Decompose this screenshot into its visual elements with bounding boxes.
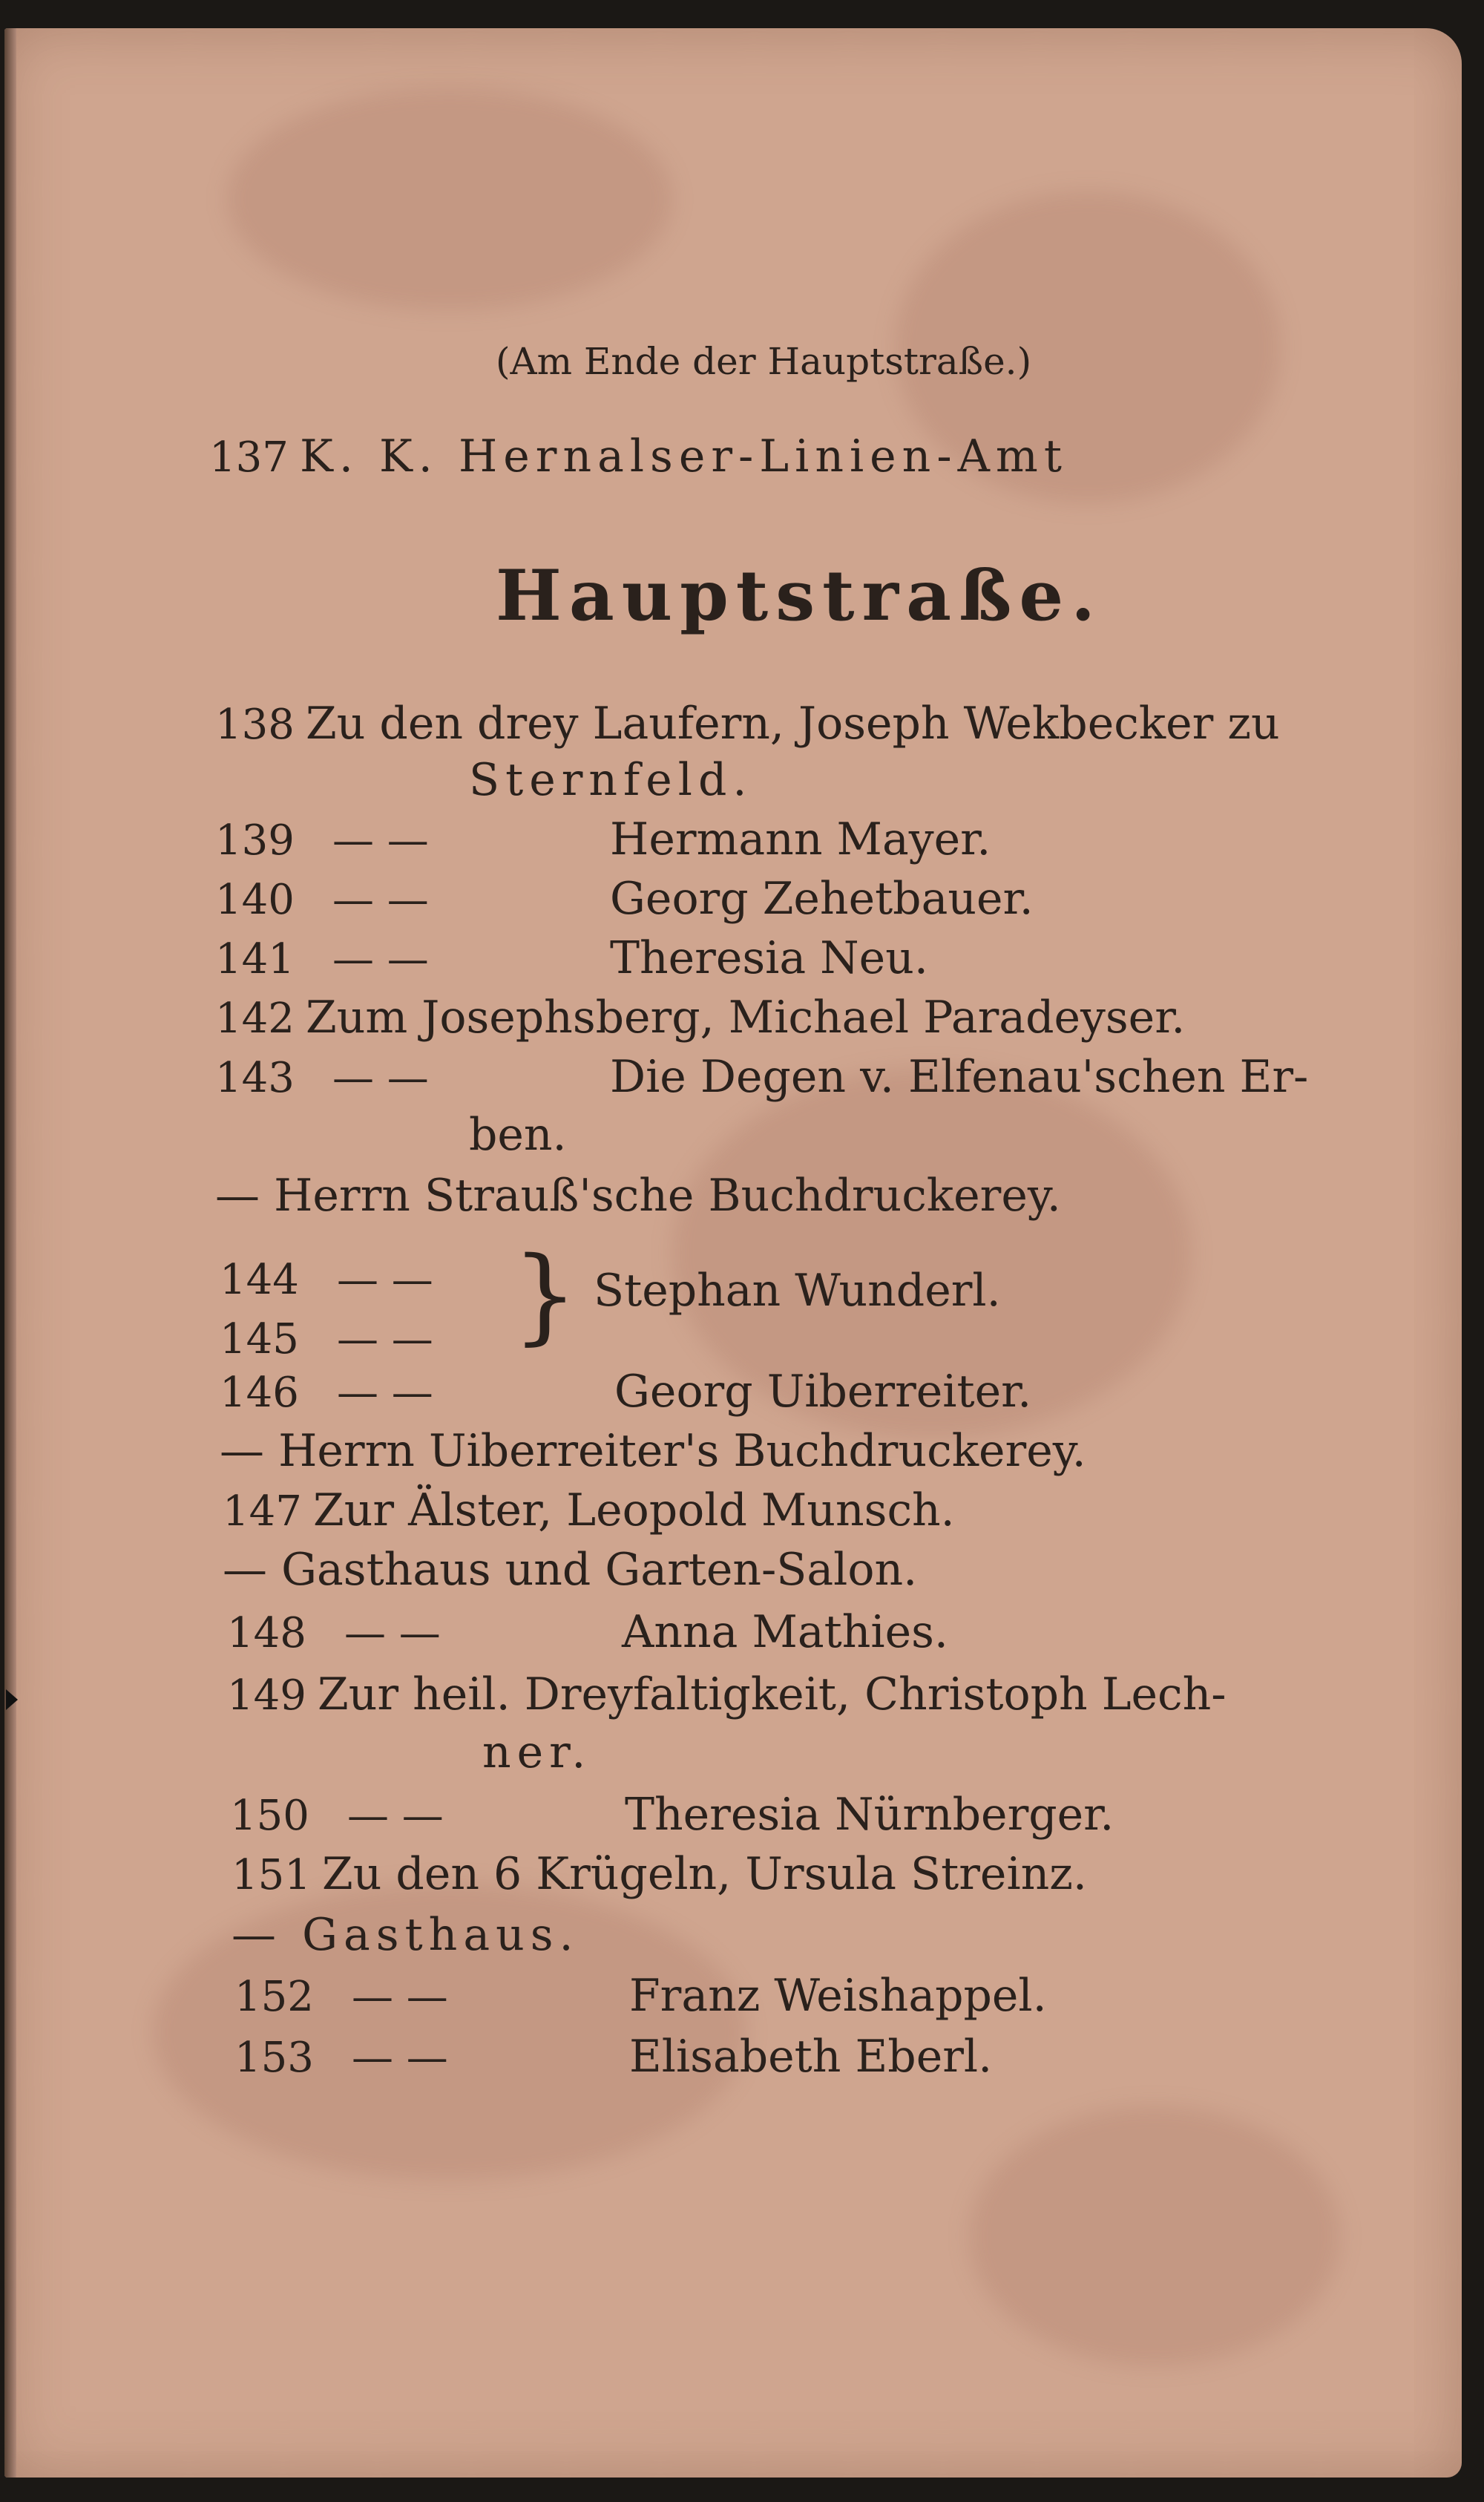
entry-153 [234, 2031, 992, 2084]
entry-gasthaus [232, 1909, 580, 1961]
grouping-brace: } [512, 1235, 579, 1356]
entry-text: Georg Zehetbauer. [610, 873, 1034, 925]
page-edge-marker [6, 1689, 18, 1710]
entry-138 [215, 698, 1280, 751]
entry-text: Georg Uiberreiter. [614, 1366, 1032, 1418]
entry-uiberreiter-printery [220, 1425, 1086, 1477]
entry-gasthaus-salon [223, 1544, 917, 1596]
entry-147 [223, 1484, 955, 1538]
entry-144 [220, 1253, 491, 1306]
entry-text: Zu den 6 Krügeln, Ursula Streinz. [322, 1848, 1087, 1900]
entry-text: Zur Älster, Leopold Munsch. [313, 1484, 955, 1536]
ditto-marks: — — [332, 1054, 429, 1102]
top-note: (Am Ende der Hauptstraße.) [496, 340, 1032, 383]
dash-mark: — [220, 1425, 264, 1477]
entry-text: Zu den drey Laufern, Joseph Wekbecker zu [306, 698, 1280, 750]
paper-stain [227, 88, 672, 310]
entry-143 [215, 1051, 1308, 1104]
section-heading: Hauptstraße. [496, 555, 1103, 637]
ditto-marks: — — [352, 1973, 448, 2021]
entry-142 [215, 992, 1185, 1045]
entry-151 [232, 1848, 1087, 1902]
entry-150 [230, 1789, 1114, 1842]
entry-140 [215, 873, 1034, 926]
house-number: 140 [215, 876, 295, 924]
entry-text: Franz Weishappel. [629, 1970, 1047, 2022]
entry-149-continuation: ner. [482, 1726, 592, 1778]
ditto-marks: — — [352, 2034, 448, 2082]
ditto-marks: — — [332, 876, 429, 924]
ditto-marks: — — [337, 1256, 433, 1304]
house-number: 150 [230, 1792, 309, 1840]
ditto-marks: — — [344, 1609, 441, 1657]
house-number: 149 [227, 1671, 306, 1720]
ditto-marks: — — [337, 1315, 433, 1363]
house-number: 147 [223, 1487, 302, 1536]
entry-text: Gasthaus. [302, 1909, 580, 1961]
house-number: 139 [215, 816, 295, 865]
house-number: 137 [209, 433, 289, 482]
house-number: 142 [215, 995, 295, 1043]
dash-mark: — [232, 1909, 282, 1961]
entry-149 [227, 1668, 1227, 1722]
entry-137 [209, 430, 1068, 484]
entry-138-continuation: Sternfeld. [469, 754, 753, 806]
entry-144-145-name: Stephan Wunderl. [594, 1265, 1001, 1317]
entry-139 [215, 813, 991, 867]
entry-text: K. K. Hernalser-Linien-Amt [300, 430, 1068, 482]
entry-text: Gasthaus und Garten-Salon. [281, 1544, 918, 1596]
house-number: 148 [227, 1609, 306, 1657]
house-number: 145 [220, 1315, 299, 1363]
house-number: 141 [215, 935, 295, 983]
ditto-marks: — — [347, 1792, 444, 1840]
paper-stain [969, 2106, 1340, 2366]
ditto-marks: — — [332, 935, 429, 983]
house-number: 138 [215, 701, 295, 749]
entry-text: Theresia Nürnberger. [625, 1789, 1114, 1841]
house-number: 143 [215, 1054, 295, 1102]
entry-text: Hermann Mayer. [610, 813, 991, 865]
page-gutter [4, 28, 16, 2478]
entry-text: Zum Josephsberg, Michael Paradeyser. [306, 992, 1186, 1044]
entry-text: Zur heil. Dreyfaltigkeit, Christoph Lech- [318, 1668, 1227, 1720]
house-number: 153 [234, 2034, 314, 2082]
house-number: 144 [220, 1256, 299, 1304]
ditto-marks: — — [337, 1369, 433, 1417]
entry-148 [227, 1606, 948, 1660]
entry-text: Theresia Neu. [610, 932, 928, 984]
house-number: 151 [232, 1851, 311, 1899]
entry-text: Anna Mathies. [622, 1606, 948, 1658]
house-number: 152 [234, 1973, 314, 2021]
entry-143-continuation: ben. [469, 1109, 567, 1161]
house-number: 146 [220, 1369, 299, 1417]
entry-141 [215, 932, 928, 986]
entry-152 [234, 1970, 1047, 2023]
entry-text: Herrn Strauß'sche Buchdruckerey. [274, 1170, 1061, 1222]
entry-strauss-printery [215, 1170, 1061, 1222]
dash-mark: — [215, 1170, 260, 1222]
ditto-marks: — — [332, 816, 429, 865]
entry-text: Die Degen v. Elfenau'schen Er- [610, 1051, 1309, 1103]
entry-145 [220, 1312, 491, 1366]
entry-text: Elisabeth Eberl. [629, 2031, 993, 2083]
entry-146 [220, 1366, 1031, 1419]
entry-text: Herrn Uiberreiter's Buchdruckerey. [278, 1425, 1086, 1477]
dash-mark: — [223, 1544, 267, 1596]
